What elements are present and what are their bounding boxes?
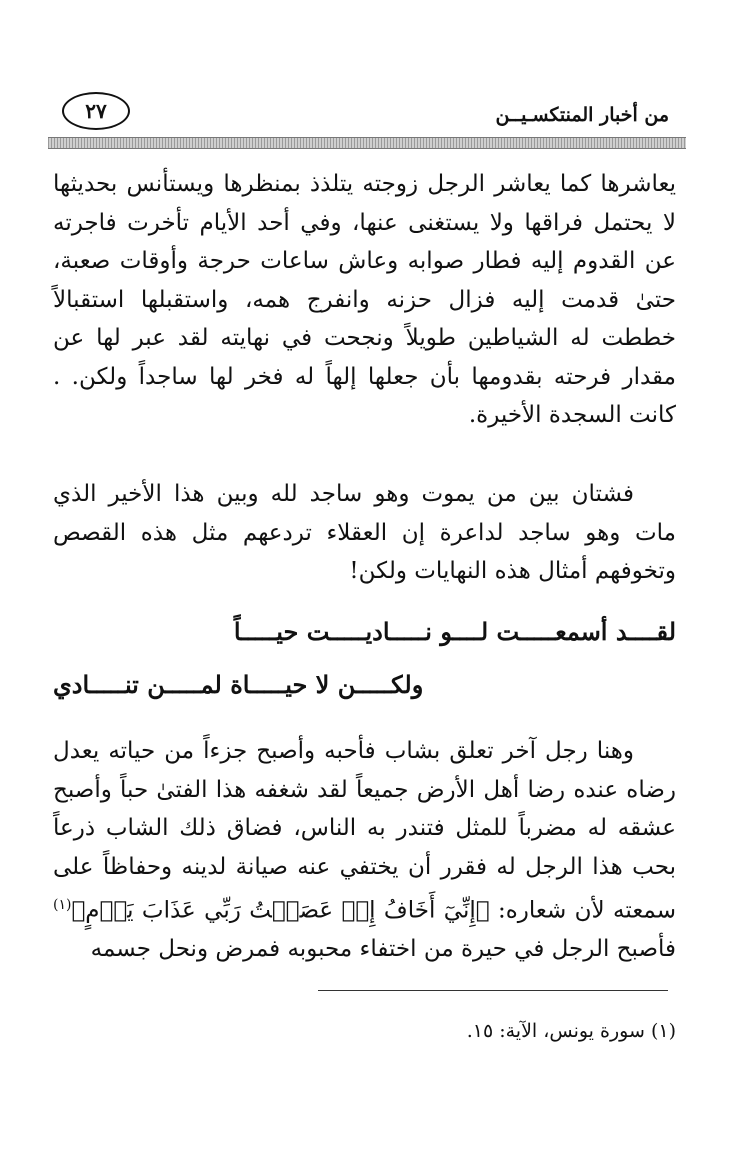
paragraph-3-text: وهنا رجل آخر تعلق بشاب فأحبه وأصبح جزءاً من حياته يعدل رضاه عنده رضا أهل الأرض جميعاً لقد شغفه هذا الفتىٰ حباً وأصبح عشقه له مضرباً للمثل فتندر به الناس، فضاق ذلك الشاب ذرعاً بحب هذا الرجل له فقرر أن يختفي عنه صيانة لدينه وحفاظاً على سمعته لأن شعاره:: [53, 738, 676, 924]
paragraph-3-continuation: فأصبح الرجل في حيرة من اختفاء محبوبه فمرض ونحل جسمه: [90, 936, 676, 963]
paragraph-1: يعاشرها كما يعاشر الرجل زوجته يتلذذ بمنظرها ويستأنس بحديثها لا يحتمل فراقها ولا يستغنى عنها، وفي أحد الأيام تأخرت فاجرته عن القدوم إليه فطار صوابه وعاش ساعات حرجة وأوقات صعبة، حتىٰ قدمت إليه فزال حزنه وانفرج همه، واستقبلها استقبالاً خططت له الشياطين طويلاً ونجحت في نهايته لقد عبر لها عن مقدار فرحته بقدومها بأن جعلها إلهاً له فخر لها ساجداً ولكن. . كانت السجدة الأخيرة.: [53, 171, 676, 428]
footnote-divider: [318, 990, 668, 991]
footnote-reference[interactable]: (١): [53, 897, 72, 913]
footnote: [467, 1020, 676, 1042]
quran-quote: ﴿إِنِّيٓ أَخَافُ إِنۡ عَصَيۡتُ رَبِّي عَذَابَ يَوۡمٍ﴾: [71, 897, 490, 924]
verse-line-2: ولكـــــن لا حيـــــاة لمـــــن تنـــــادي: [53, 670, 424, 699]
verse-line-1: لقــــد أسمعـــــت لــــو نـــــاديـــــت حيـــــاً: [233, 617, 676, 646]
header-rule: [48, 137, 686, 149]
footnote-text: سورة يونس، الآية: ١٥.: [466, 1020, 645, 1042]
page-number: ٢٧: [62, 92, 130, 130]
paragraph-3: [53, 732, 676, 969]
footnote-number: (١): [650, 1020, 676, 1042]
paragraph-2: فشتان بين من يموت وهو ساجد لله وبين هذا الأخير الذي مات وهو ساجد لداعرة إن العقلاء تردعهم مثل هذه القصص وتخوفهم أمثال هذه النهايات ولكن!: [53, 481, 676, 584]
running-title: من أخبار المنتكسـيــن: [495, 104, 669, 126]
